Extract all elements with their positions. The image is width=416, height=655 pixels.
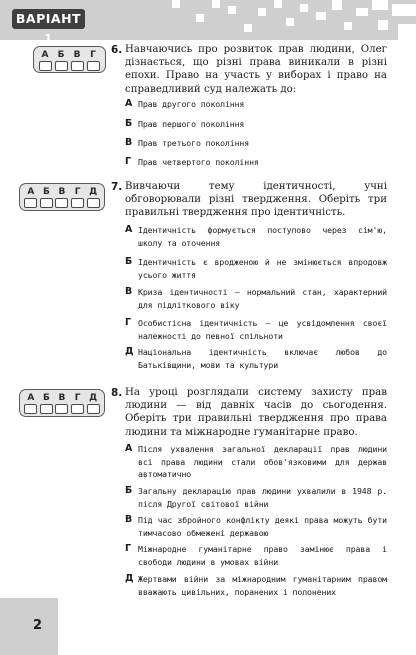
option-v[interactable] [125, 286, 387, 311]
answer-checkbox[interactable] [39, 61, 52, 71]
answer-box-q6 [33, 46, 106, 73]
question-number: 8. [111, 387, 123, 399]
option-text: Під час збройного конфлікту деякі права можуть бути тимчасово обмежені державою [138, 515, 387, 538]
option-text: Національна ідентичність включає любов до Батьківщини, мови та культури [138, 347, 387, 370]
option-text: Прав четвертого покоління [138, 157, 259, 167]
answer-letter: Г [74, 187, 81, 197]
answer-checkbox[interactable] [55, 404, 68, 414]
option-text: Прав третього покоління [138, 138, 250, 148]
option-letter: А [125, 98, 133, 109]
variant-badge: ВАРІАНТ 1 [12, 9, 85, 29]
option-b[interactable] [125, 118, 387, 131]
answer-letter: Б [42, 187, 50, 197]
option-text: Криза ідентичності — нормальний стан, характерний для підліткового віку [138, 287, 387, 310]
answer-cell-v[interactable] [55, 187, 69, 208]
answer-cell-a[interactable] [24, 393, 38, 414]
option-g[interactable] [125, 543, 387, 568]
option-text: Міжнародне гуманітарне право замінює права і свободи людини в умовах війни [138, 544, 387, 567]
option-text: Жертвами війни за міжнародним гуманітарним правом вважають цивільних, поранених і полонених [138, 574, 387, 597]
answer-cell-d[interactable] [86, 187, 100, 208]
answer-cell-b[interactable] [40, 187, 54, 208]
option-letter: В [125, 286, 133, 297]
question-text: Вивчаючи тему ідентичності, учні обговорювали різні твердження. Оберіть три правильні твердження про ідентичність. [125, 181, 387, 219]
option-a[interactable] [125, 224, 387, 249]
answer-cell-g[interactable] [71, 187, 85, 208]
answer-box-q7 [19, 183, 105, 211]
answer-letter: А [41, 50, 49, 60]
option-a[interactable] [125, 443, 387, 481]
option-text: Ідентичність формується поступово через сім'ю, школу та оточення [138, 225, 387, 248]
option-b[interactable] [125, 485, 387, 510]
option-letter: Б [125, 485, 133, 496]
answer-cell-v[interactable] [70, 50, 84, 71]
option-letter: Д [125, 573, 134, 584]
side-strip [0, 40, 27, 655]
option-a[interactable] [125, 98, 387, 111]
option-letter: Д [125, 346, 134, 357]
option-text: Загальну декларацію прав людини ухвалили в 1948 р. після Другої світової війни [138, 486, 387, 509]
answer-letter: Б [42, 393, 50, 403]
answer-letter: Г [74, 393, 81, 403]
option-d[interactable] [125, 573, 387, 598]
answer-letter: Г [90, 50, 96, 60]
answer-checkbox[interactable] [24, 198, 37, 208]
answer-checkbox[interactable] [40, 404, 53, 414]
option-letter: Б [125, 256, 133, 267]
option-v[interactable] [125, 514, 387, 539]
answer-letter: В [58, 187, 66, 197]
answer-cell-v[interactable] [55, 393, 69, 414]
answer-cell-b[interactable] [54, 50, 68, 71]
answer-cell-g[interactable] [71, 393, 85, 414]
answer-box-q8 [19, 389, 105, 417]
option-letter: А [125, 224, 133, 235]
question-text: Навчаючись про розвиток прав людини, Олег дізнається, що різні права виникали в різні епохи. Право на участь у виборах і право на справедливий суд належать до: [125, 44, 387, 95]
answer-checkbox[interactable] [55, 198, 68, 208]
page-number: 2 [33, 618, 43, 633]
page-corner [0, 598, 58, 655]
option-g[interactable] [125, 317, 387, 342]
option-letter: А [125, 443, 133, 454]
answer-letter: Д [89, 393, 98, 403]
answer-cell-g[interactable] [86, 50, 100, 71]
question-text: На уроці розглядали систему захисту прав людини — від давніх часів до сьогодення. Оберіть три правильні твердження про права людини та міжнародне гуманітарне право. [125, 387, 387, 438]
option-letter: Г [125, 543, 132, 554]
answer-letter: В [73, 50, 81, 60]
option-text: Прав другого покоління [138, 99, 245, 109]
answer-letter: В [58, 393, 66, 403]
answer-checkbox[interactable] [40, 198, 53, 208]
answer-letter: Б [57, 50, 65, 60]
answer-letter: Д [89, 187, 98, 197]
option-b[interactable] [125, 256, 387, 281]
option-text: Після ухвалення загальної декларації прав людини всі права людини стали обов'язковими для держав автоматично [138, 444, 387, 480]
option-letter: Г [125, 317, 132, 328]
option-d[interactable] [125, 346, 387, 371]
answer-checkbox[interactable] [87, 61, 100, 71]
option-text: Ідентичність є вродженою й не змінюється впродовж усього життя [138, 257, 387, 280]
answer-letter: А [27, 393, 35, 403]
question-number: 6. [111, 44, 123, 56]
option-v[interactable] [125, 137, 387, 150]
question-number: 7. [111, 181, 123, 193]
answer-letter: А [27, 187, 35, 197]
answer-checkbox[interactable] [71, 404, 84, 414]
answer-checkbox[interactable] [87, 198, 100, 208]
answer-checkbox[interactable] [87, 404, 100, 414]
answer-checkbox[interactable] [71, 61, 84, 71]
answer-cell-b[interactable] [40, 393, 54, 414]
answer-cell-a[interactable] [38, 50, 52, 71]
option-letter: В [125, 514, 133, 525]
answer-checkbox[interactable] [55, 61, 68, 71]
option-letter: Б [125, 118, 133, 129]
header-band [0, 0, 416, 46]
answer-cell-a[interactable] [24, 187, 38, 208]
option-letter: В [125, 137, 133, 148]
option-text: Прав першого покоління [138, 119, 245, 129]
answer-cell-d[interactable] [86, 393, 100, 414]
option-text: Особистісна ідентичність — це усвідомлення своєї належності до певної спільноти [138, 318, 387, 341]
answer-checkbox[interactable] [71, 198, 84, 208]
answer-checkbox[interactable] [24, 404, 37, 414]
option-letter: Г [125, 156, 132, 167]
option-g[interactable] [125, 156, 387, 169]
